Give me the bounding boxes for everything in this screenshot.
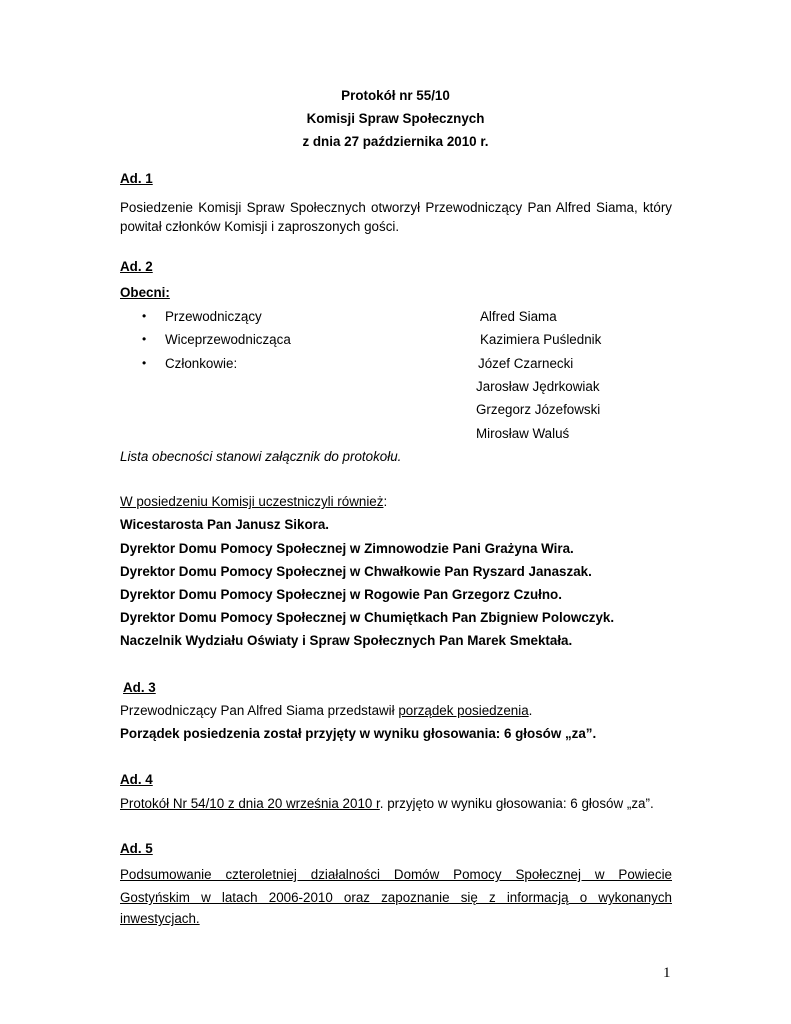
role-members: Członkowie: (165, 356, 238, 371)
member-name: Grzegorz Józefowski (476, 402, 601, 417)
role-vice-chair: Wiceprzewodnicząca (165, 332, 291, 347)
ad5-text-line2: Gostyńskim w latach 2006-2010 oraz zapoznanie się z informacją o wykonanych (120, 890, 672, 905)
previous-protocol-link: Protokół Nr 54/10 z dnia 20 września 2010 r (120, 796, 380, 811)
present-label: Obecni: (120, 285, 170, 300)
agenda-link: porządek posiedzenia (398, 703, 529, 718)
guest-item: Dyrektor Domu Pomocy Społecznej w Rogowie Pan Grzegorz Czułno. (120, 587, 562, 602)
ad4-heading: Ad. 4 (120, 772, 153, 787)
guest-item: Naczelnik Wydziału Oświaty i Spraw Społecznych Pan Marek Smektała. (120, 633, 573, 648)
guest-item: Wicestarosta Pan Janusz Sikora. (120, 517, 330, 532)
ad4-text (120, 796, 654, 811)
ad3-vote: Porządek posiedzenia został przyjęty w wyniku głosowania: 6 głosów „za”. (120, 726, 597, 741)
ad3-text-prefix: Przewodniczący Pan Alfred Siama przedstawił (120, 703, 399, 718)
member-name: Mirosław Waluś (476, 426, 570, 441)
page-number: 1 (663, 965, 671, 981)
ad1-heading: Ad. 1 (120, 171, 153, 186)
bullet-icon: • (142, 309, 147, 323)
member-name: Jarosław Jędrkowiak (476, 379, 600, 394)
name-chair: Alfred Siama (480, 309, 557, 324)
ad4-text-suffix: . przyjęto w wyniku głosowania: 6 głosów „za”. (379, 796, 654, 811)
ad5-heading: Ad. 5 (120, 841, 153, 856)
protocol-title: Protokół nr 55/10 (341, 88, 450, 103)
ad3-text-suffix: . (528, 703, 533, 718)
attendance-note: Lista obecności stanowi załącznik do protokołu. (120, 449, 402, 464)
ad5-text-line1: Podsumowanie czteroletniej działalności Domów Pomocy Społecznej w Powiecie (120, 867, 672, 882)
committee-name: Komisji Spraw Społecznych (306, 111, 485, 126)
guest-item: Dyrektor Domu Pomocy Społecznej w Chumiętkach Pan Zbigniew Polowczyk. (120, 610, 615, 625)
guest-item: Dyrektor Domu Pomocy Społecznej w Zimnowodzie Pani Grażyna Wira. (120, 541, 574, 556)
ad3-heading: Ad. 3 (123, 680, 156, 695)
guests-label: W posiedzeniu Komisji uczestniczyli również (120, 494, 384, 509)
ad3-text (120, 703, 532, 718)
bullet-icon: • (142, 332, 147, 346)
guests-colon: : (383, 494, 388, 509)
ad1-text-line2: powitał członków Komisji i zaproszonych gości. (120, 219, 400, 234)
name-vice-chair: Kazimiera Puślednik (480, 332, 602, 347)
bullet-icon: • (142, 356, 147, 370)
protocol-date: z dnia 27 października 2010 r. (302, 134, 489, 149)
member-name: Józef Czarnecki (478, 356, 574, 371)
role-chair: Przewodniczący (165, 309, 262, 324)
ad2-heading: Ad. 2 (120, 259, 153, 274)
guest-item: Dyrektor Domu Pomocy Społecznej w Chwałkowie Pan Ryszard Janaszak. (120, 564, 592, 579)
ad5-text-line3: inwestycjach. (120, 911, 200, 926)
guests-heading (120, 494, 387, 509)
ad1-text-line1: Posiedzenie Komisji Spraw Społecznych otworzył Przewodniczący Pan Alfred Siama, który (120, 200, 672, 215)
